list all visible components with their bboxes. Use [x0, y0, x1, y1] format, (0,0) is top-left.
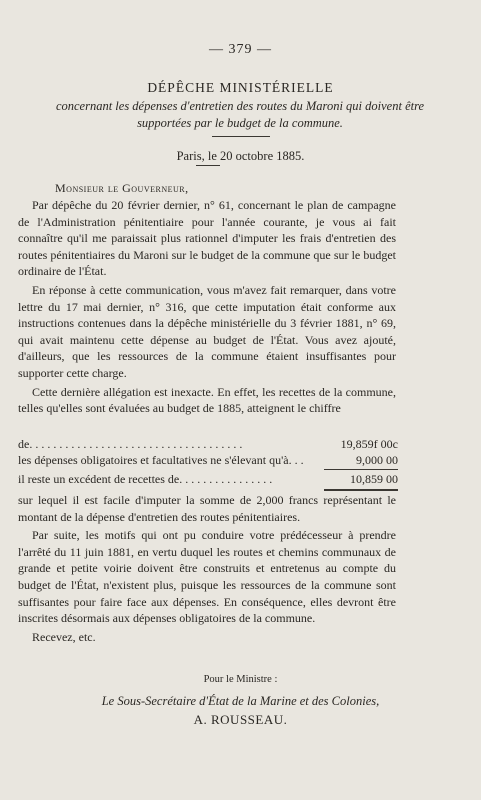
body-paragraphs: [18, 197, 396, 419]
closing: Recevez, etc.: [32, 629, 96, 644]
document-title: DÉPÊCHE MINISTÉRIELLE: [147, 80, 334, 95]
after-table-sentence: sur lequel il est facile d'imputer la somme de 2,000 francs représentant le montant de la dépense d'entretien des routes pénitentiaires.: [18, 493, 396, 524]
result-rule: [324, 489, 398, 491]
page-number: — 379 —: [209, 42, 272, 57]
paragraph-3: Cette dernière allégation est inexacte. En effet, les recettes de la commune, telles qu'elles sont évaluées au budget de 1885, atteignent le chiffre: [18, 384, 396, 416]
sum-rule: [324, 469, 398, 470]
table-row-label: de. . . . . . . . . . . . . . . . . . . . . . . . . . . . . . . . . . . .: [18, 437, 243, 451]
pour-le-ministre: Pour le Ministre :: [203, 674, 278, 685]
date-rule: [196, 165, 220, 166]
paragraph-1: Par dépêche du 20 février dernier, n° 61, concernant le plan de campagne de l'Administration pénitentiaire pour l'année courante, je vous ai fait connaître qu'il me paraissait plus rationnel d'imputer les frais d'entretien des routes pénitentiaires du Maroni sur le budget de la commune que sur le budget ordinaire de l'État.: [18, 198, 396, 279]
title-rule: [212, 136, 270, 137]
paragraph-final: Par suite, les motifs qui ont pu conduire votre prédécesseur à prendre l'arrêté du 11 juin 1881, en vertu duquel les routes et chemins communaux de grande et petite voirie doivent être construits et entretenus au compte du budget de l'État, n'existent plus, puisque les ressources de la commune sont suffisantes pour faire face aux dépenses. En conséquence, elles devront être inscrites désormais aux dépenses obligatoires de la commune.: [18, 528, 396, 626]
place-date: Paris, le 20 octobre 1885.: [176, 149, 305, 163]
signatory-title: Le Sous-Secrétaire d'État de la Marine et des Colonies,: [101, 694, 380, 708]
table-row-amount: 19,859f 00c: [340, 437, 398, 451]
table-row-amount: 9,000 00: [356, 453, 398, 467]
paragraph-2: En réponse à cette communication, vous m'avez fait remarquer, dans votre lettre du 17 mai dernier, n° 316, que cette imputation était conforme aux instructions contenues dans la dépêche ministérielle du 3 février 1881, n° 69, qui avait maintenu cette dépense au budget de l'État. Vous avez ajouté, d'ailleurs, que les ressources de la commune étaient insuffisantes pour supporter cette charge.: [18, 282, 396, 380]
after-table-text: [18, 492, 396, 647]
signatory-name: A. ROUSSEAU.: [193, 712, 288, 727]
table-row-label: les dépenses obligatoires et facultatives ne s'élevant qu'à. . .: [18, 453, 304, 467]
table-row-label: il reste un excédent de recettes de. . . . . . . . . . . . . . . .: [18, 472, 273, 486]
salutation: Monsieur le Gouverneur,: [55, 181, 189, 195]
table-row-amount: 10,859 00: [350, 472, 398, 486]
document-subtitle: concernant les dépenses d'entretien des routes du Maroni qui doivent être supportées par le budget de la commune.: [55, 99, 425, 130]
